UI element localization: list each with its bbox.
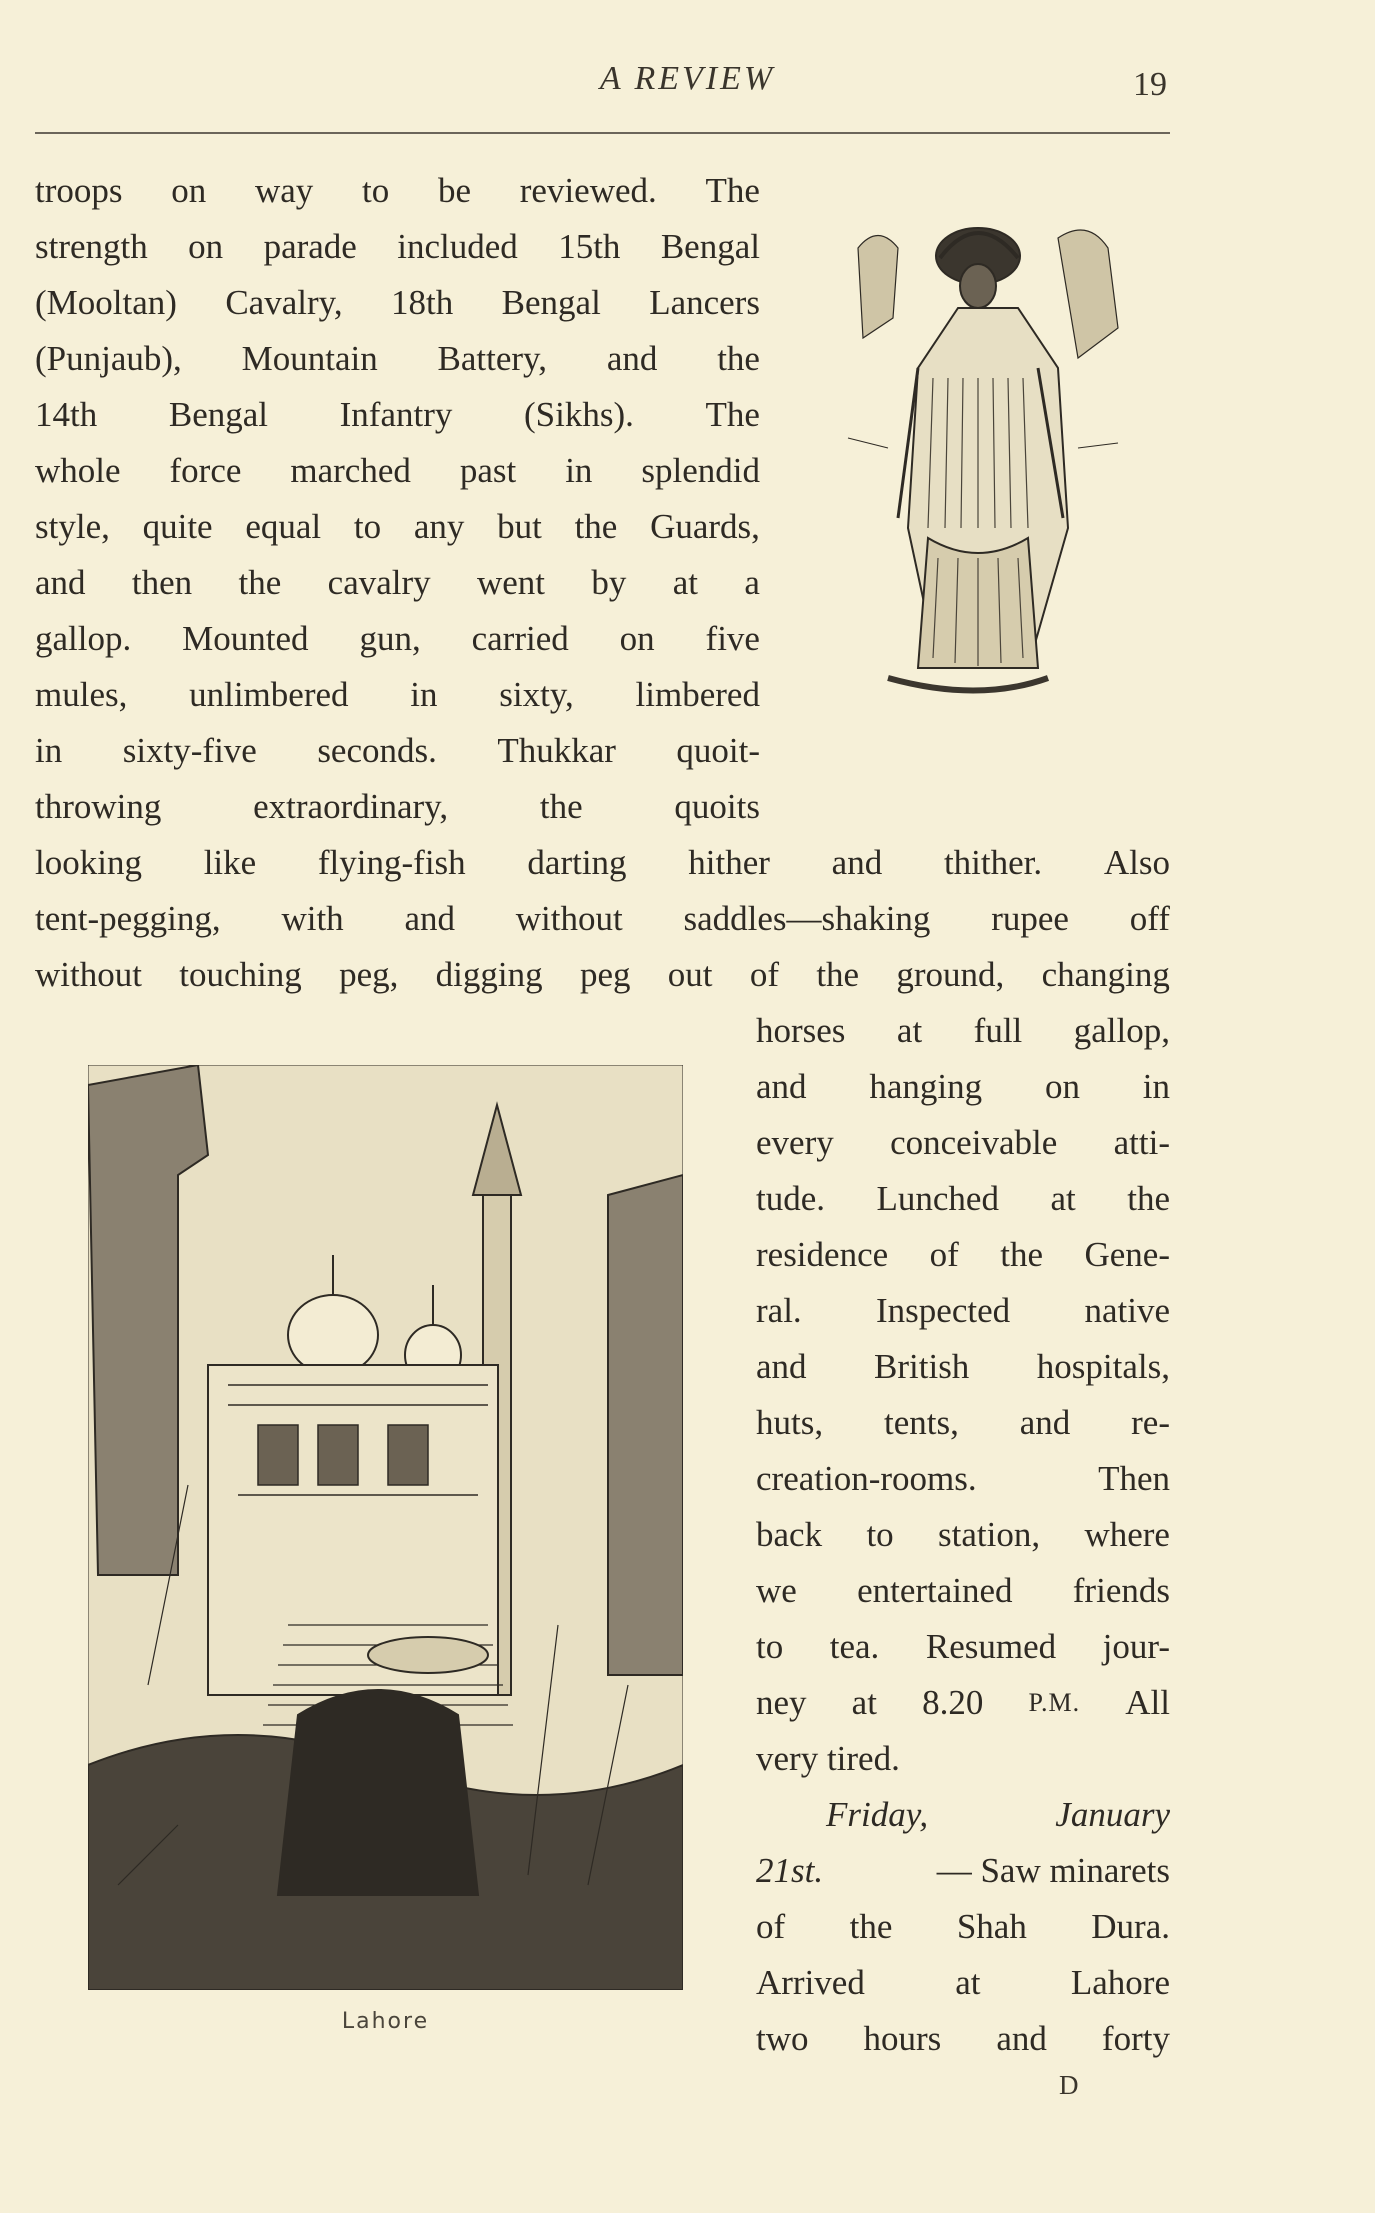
- text-line: [35, 723, 760, 779]
- word: whole: [35, 451, 121, 490]
- robed-figure-illustration: [828, 208, 1138, 768]
- word: every: [756, 1123, 834, 1162]
- word: style,: [35, 507, 110, 546]
- word: residence: [756, 1235, 889, 1274]
- word: cavalry: [327, 563, 431, 602]
- word: any: [413, 507, 465, 546]
- text-line: [756, 1619, 1170, 1675]
- text-line: [35, 163, 760, 219]
- word: looking: [35, 843, 142, 882]
- text-line: [35, 611, 760, 667]
- date-line: [756, 1787, 1170, 1843]
- word: conceivable: [890, 1123, 1058, 1162]
- word: gallop,: [1073, 1011, 1170, 1050]
- lahore-illustration: [88, 1065, 683, 1990]
- word: Dura.: [1091, 1907, 1170, 1946]
- word: jour-: [1102, 1627, 1170, 1666]
- word: in: [35, 731, 63, 770]
- word: in: [565, 451, 593, 490]
- word: at: [955, 1963, 981, 2002]
- word: hospitals,: [1036, 1347, 1170, 1386]
- word: tea.: [829, 1627, 880, 1666]
- text-line: [35, 555, 760, 611]
- word: station,: [938, 1515, 1041, 1554]
- date-text: — Saw minarets: [936, 1851, 1170, 1890]
- word: where: [1084, 1515, 1170, 1554]
- text-line: [35, 387, 760, 443]
- word: 14th: [35, 395, 98, 434]
- signature-mark: D: [1059, 2070, 1079, 2100]
- word: at: [851, 1683, 877, 1722]
- text-line: [35, 331, 760, 387]
- word: the: [717, 339, 760, 378]
- word: a: [744, 563, 760, 602]
- word: changing: [1041, 955, 1170, 994]
- text-line: [756, 1115, 1170, 1171]
- word: mules,: [35, 675, 128, 714]
- word: marched: [290, 451, 411, 490]
- text-line: [35, 779, 760, 835]
- date-month: January: [1055, 1795, 1170, 1834]
- word: strength: [35, 227, 148, 266]
- word: limbered: [635, 675, 760, 714]
- word: extraordinary,: [253, 787, 449, 826]
- word: and: [1019, 1403, 1071, 1442]
- word: tent-pegging,: [35, 899, 221, 938]
- word: of: [756, 1907, 786, 1946]
- word: (Mooltan): [35, 283, 177, 322]
- word: in: [410, 675, 438, 714]
- word: The: [705, 395, 760, 434]
- word: we: [756, 1571, 797, 1610]
- word: on: [171, 171, 207, 210]
- page-number: 19: [1133, 66, 1167, 103]
- word: the: [574, 507, 618, 546]
- word: the: [238, 563, 282, 602]
- word: five: [705, 619, 760, 658]
- word: Cavalry,: [225, 283, 343, 322]
- word: 8.20: [922, 1683, 984, 1722]
- word: native: [1084, 1291, 1170, 1330]
- text-line: [756, 1059, 1170, 1115]
- text-line: [35, 835, 1170, 891]
- word: then: [131, 563, 193, 602]
- word: peg: [579, 955, 631, 994]
- word: and: [996, 2019, 1047, 2058]
- word: Also: [1103, 843, 1170, 882]
- word: ney: [756, 1683, 807, 1722]
- word: without: [515, 899, 623, 938]
- word: quoit-: [676, 731, 760, 770]
- word: force: [169, 451, 242, 490]
- word: like: [203, 843, 257, 882]
- word: darting: [527, 843, 627, 882]
- word: included: [397, 227, 518, 266]
- word: and: [756, 1347, 807, 1386]
- word: back: [756, 1515, 823, 1554]
- word: Thukkar: [497, 731, 616, 770]
- word: Mounted: [182, 619, 309, 658]
- word: be: [437, 171, 472, 210]
- word: the: [849, 1907, 893, 1946]
- word: at: [1050, 1179, 1076, 1218]
- word: sixty,: [499, 675, 574, 714]
- word: ral.: [756, 1291, 802, 1330]
- word: to: [756, 1627, 784, 1666]
- word: digging: [435, 955, 543, 994]
- word: splendid: [641, 451, 760, 490]
- word: and: [756, 1067, 807, 1106]
- text-line: [756, 1395, 1170, 1451]
- word: went: [477, 563, 546, 602]
- word: hours: [863, 2019, 942, 2058]
- word: at: [896, 1011, 923, 1050]
- word: way: [254, 171, 314, 210]
- word: and: [831, 843, 883, 882]
- word: Lancers: [649, 283, 760, 322]
- header-title: A REVIEW: [599, 60, 776, 97]
- word: The: [705, 171, 760, 210]
- word: Bengal: [660, 227, 760, 266]
- text-line: [756, 1451, 1170, 1507]
- word: but: [497, 507, 542, 546]
- word: hither: [688, 843, 770, 882]
- word: Inspected: [876, 1291, 1011, 1330]
- word: re-: [1131, 1403, 1170, 1442]
- text-line: [756, 1339, 1170, 1395]
- word: Mountain: [241, 339, 378, 378]
- text-line: [756, 1899, 1170, 1955]
- word: sixty-five: [122, 731, 257, 770]
- word: Arrived: [756, 1963, 865, 2002]
- word: full: [973, 1011, 1023, 1050]
- word: of: [749, 955, 779, 994]
- text-line: [756, 1563, 1170, 1619]
- text-line: [756, 1283, 1170, 1339]
- header-rule: [35, 132, 1170, 134]
- figure-caption: Lahore: [341, 2009, 430, 2034]
- word: the: [539, 787, 583, 826]
- word: P.M.: [1028, 1688, 1081, 1717]
- word: Gene-: [1084, 1235, 1170, 1274]
- word: by: [591, 563, 627, 602]
- word: peg,: [339, 955, 399, 994]
- text-line: [756, 1227, 1170, 1283]
- word: Shah: [956, 1907, 1027, 1946]
- word: touching: [179, 955, 302, 994]
- word: gallop.: [35, 619, 132, 658]
- word: the: [1127, 1179, 1170, 1218]
- word: Infantry: [339, 395, 453, 434]
- word: unlimbered: [189, 675, 349, 714]
- word: on: [619, 619, 655, 658]
- word: rupee: [991, 899, 1069, 938]
- word: out: [667, 955, 713, 994]
- word: of: [929, 1235, 959, 1274]
- word: British: [874, 1347, 970, 1386]
- word: with: [281, 899, 344, 938]
- word: past: [459, 451, 517, 490]
- word: entertained: [857, 1571, 1013, 1610]
- word: equal: [245, 507, 322, 546]
- word: Resumed: [925, 1627, 1057, 1666]
- word: Bengal: [168, 395, 269, 434]
- text-line: [35, 891, 1170, 947]
- word: on: [1044, 1067, 1080, 1106]
- word: and: [404, 899, 455, 938]
- word: to: [362, 171, 390, 210]
- text-line: [35, 443, 760, 499]
- word: ground,: [896, 955, 1005, 994]
- word: flying-fish: [317, 843, 466, 882]
- word: atti-: [1113, 1123, 1170, 1162]
- text-line: [756, 2011, 1170, 2067]
- word: Bengal: [501, 283, 601, 322]
- word: thither.: [943, 843, 1043, 882]
- text-line: [35, 219, 760, 275]
- word: (Sikhs).: [524, 395, 634, 434]
- text-line: [35, 499, 760, 555]
- word: 18th: [391, 283, 454, 322]
- date-continuation: [756, 1843, 1170, 1899]
- text-line: [756, 1507, 1170, 1563]
- word: Then: [1098, 1459, 1170, 1498]
- word: Battery,: [437, 339, 548, 378]
- word: carried: [471, 619, 569, 658]
- word: quoits: [674, 787, 760, 826]
- text-line: very tired.: [756, 1739, 900, 1778]
- word: huts,: [756, 1403, 824, 1442]
- word: in: [1142, 1067, 1170, 1106]
- text-line: [756, 1675, 1170, 1731]
- word: forty: [1101, 2019, 1170, 2058]
- word: 15th: [558, 227, 621, 266]
- word: quite: [142, 507, 213, 546]
- date-number: 21st.: [756, 1851, 824, 1890]
- word: troops: [35, 171, 123, 210]
- date-day: Friday,: [826, 1795, 929, 1834]
- text-line: [756, 1955, 1170, 2011]
- word: Lunched: [876, 1179, 999, 1218]
- word: (Punjaub),: [35, 339, 182, 378]
- word: to: [866, 1515, 894, 1554]
- text-line: [35, 947, 1170, 1003]
- word: seconds.: [317, 731, 437, 770]
- word: gun,: [359, 619, 421, 658]
- word: saddles—shaking: [683, 899, 931, 938]
- word: creation-rooms.: [756, 1459, 977, 1498]
- word: friends: [1072, 1571, 1170, 1610]
- word: reviewed.: [519, 171, 657, 210]
- word: the: [1000, 1235, 1043, 1274]
- text-line: [756, 1171, 1170, 1227]
- word: All: [1125, 1683, 1170, 1722]
- word: two: [756, 2019, 809, 2058]
- word: parade: [263, 227, 357, 266]
- text-line: [756, 1003, 1170, 1059]
- text-line: [35, 275, 760, 331]
- word: off: [1129, 899, 1170, 938]
- word: throwing: [35, 787, 162, 826]
- word: hanging: [869, 1067, 983, 1106]
- word: and: [35, 563, 86, 602]
- word: to: [353, 507, 382, 546]
- word: horses: [756, 1011, 846, 1050]
- text-line: [35, 667, 760, 723]
- word: Guards,: [650, 507, 760, 546]
- word: tude.: [756, 1179, 826, 1218]
- word: the: [816, 955, 860, 994]
- word: without: [35, 955, 142, 994]
- word: on: [188, 227, 224, 266]
- word: tents,: [883, 1403, 959, 1442]
- word: and: [606, 339, 658, 378]
- word: Lahore: [1070, 1963, 1170, 2002]
- word: at: [672, 563, 699, 602]
